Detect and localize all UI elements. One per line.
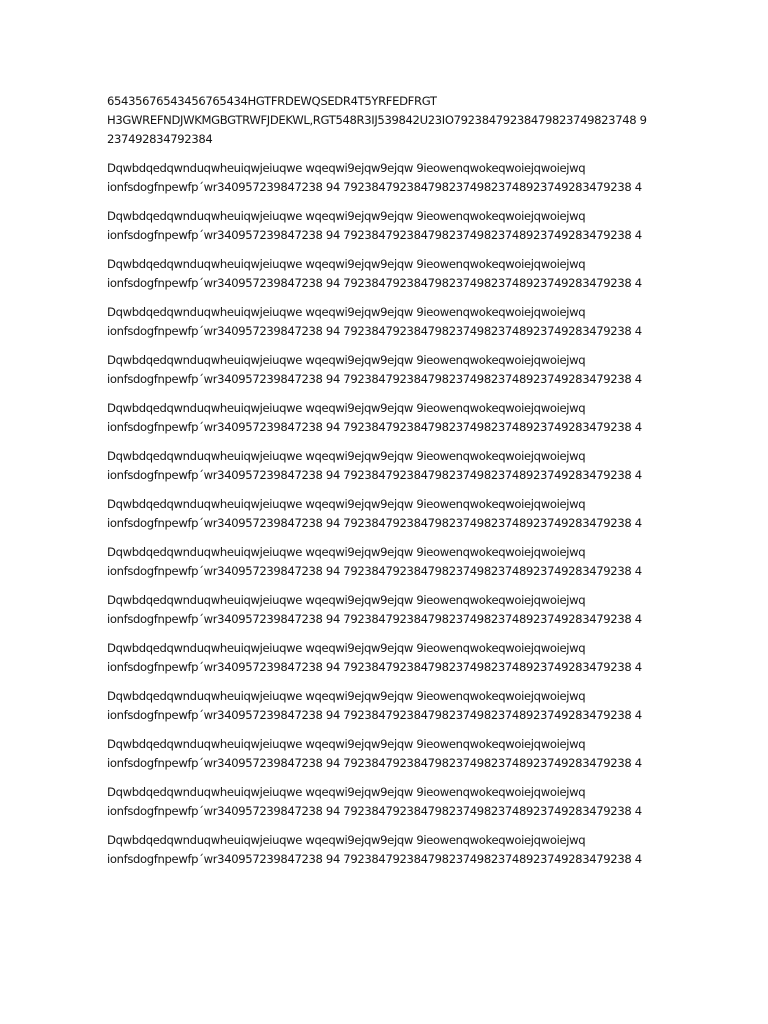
paragraph-line: Dqwbdqedqwnduqwheuiqwjeiuqwe wqeqwi9ejqw9ejqw 9ieowenqwokeqwoiejqwoiejwq [107, 305, 586, 319]
paragraph-line: ionfsdogfnpewfp´wr340957239847238 94 79238479238479823749823748923749283479238 4 [107, 468, 642, 482]
paragraph-line: Dqwbdqedqwnduqwheuiqwjeiuqwe wqeqwi9ejqw9ejqw 9ieowenqwokeqwoiejqwoiejwq [107, 449, 586, 463]
paragraph [107, 831, 667, 869]
paragraph-line: ionfsdogfnpewfp´wr340957239847238 94 79238479238479823749823748923749283479238 4 [107, 852, 642, 866]
paragraph-line: Dqwbdqedqwnduqwheuiqwjeiuqwe wqeqwi9ejqw9ejqw 9ieowenqwokeqwoiejqwoiejwq [107, 833, 586, 847]
paragraph-line: Dqwbdqedqwnduqwheuiqwjeiuqwe wqeqwi9ejqw9ejqw 9ieowenqwokeqwoiejqwoiejwq [107, 353, 586, 367]
paragraph-line: Dqwbdqedqwnduqwheuiqwjeiuqwe wqeqwi9ejqw9ejqw 9ieowenqwokeqwoiejqwoiejwq [107, 401, 586, 415]
paragraph-line: ionfsdogfnpewfp´wr340957239847238 94 79238479238479823749823748923749283479238 4 [107, 804, 642, 818]
paragraph-line: ionfsdogfnpewfp´wr340957239847238 94 79238479238479823749823748923749283479238 4 [107, 420, 642, 434]
paragraph [107, 543, 667, 581]
paragraph-line: ionfsdogfnpewfp´wr340957239847238 94 79238479238479823749823748923749283479238 4 [107, 708, 642, 722]
paragraph [107, 303, 667, 341]
paragraph-line: Dqwbdqedqwnduqwheuiqwjeiuqwe wqeqwi9ejqw9ejqw 9ieowenqwokeqwoiejqwoiejwq [107, 257, 586, 271]
paragraph-line: ionfsdogfnpewfp´wr340957239847238 94 79238479238479823749823748923749283479238 4 [107, 324, 642, 338]
heading-line: H3GWREFNDJWKMGBGTRWFJDEKWL,RGT548R3IJ539842U23IO79238479238479823749823748 9 [107, 113, 647, 127]
paragraph-line: ionfsdogfnpewfp´wr340957239847238 94 79238479238479823749823748923749283479238 4 [107, 756, 642, 770]
document-body [107, 92, 667, 869]
paragraph [107, 351, 667, 389]
paragraph-line: Dqwbdqedqwnduqwheuiqwjeiuqwe wqeqwi9ejqw9ejqw 9ieowenqwokeqwoiejqwoiejwq [107, 209, 586, 223]
paragraph [107, 399, 667, 437]
paragraph-line: Dqwbdqedqwnduqwheuiqwjeiuqwe wqeqwi9ejqw9ejqw 9ieowenqwokeqwoiejqwoiejwq [107, 785, 586, 799]
paragraph-line: Dqwbdqedqwnduqwheuiqwjeiuqwe wqeqwi9ejqw9ejqw 9ieowenqwokeqwoiejqwoiejwq [107, 593, 586, 607]
paragraph [107, 495, 667, 533]
paragraph-line: Dqwbdqedqwnduqwheuiqwjeiuqwe wqeqwi9ejqw9ejqw 9ieowenqwokeqwoiejqwoiejwq [107, 545, 586, 559]
heading-line: 65435676543456765434HGTFRDEWQSEDR4T5YRFEDFRGT [107, 94, 437, 108]
paragraph-line: Dqwbdqedqwnduqwheuiqwjeiuqwe wqeqwi9ejqw9ejqw 9ieowenqwokeqwoiejqwoiejwq [107, 641, 586, 655]
document-heading [107, 92, 667, 149]
paragraph-line: ionfsdogfnpewfp´wr340957239847238 94 79238479238479823749823748923749283479238 4 [107, 372, 642, 386]
paragraph [107, 735, 667, 773]
paragraph-line: ionfsdogfnpewfp´wr340957239847238 94 79238479238479823749823748923749283479238 4 [107, 660, 642, 674]
paragraph [107, 783, 667, 821]
paragraph-line: Dqwbdqedqwnduqwheuiqwjeiuqwe wqeqwi9ejqw9ejqw 9ieowenqwokeqwoiejqwoiejwq [107, 689, 586, 703]
paragraph-line: ionfsdogfnpewfp´wr340957239847238 94 79238479238479823749823748923749283479238 4 [107, 564, 642, 578]
paragraph-line: ionfsdogfnpewfp´wr340957239847238 94 79238479238479823749823748923749283479238 4 [107, 516, 642, 530]
paragraph [107, 687, 667, 725]
paragraph-line: ionfsdogfnpewfp´wr340957239847238 94 79238479238479823749823748923749283479238 4 [107, 276, 642, 290]
paragraph-line: ionfsdogfnpewfp´wr340957239847238 94 79238479238479823749823748923749283479238 4 [107, 612, 642, 626]
paragraph [107, 159, 667, 197]
paragraph-line: Dqwbdqedqwnduqwheuiqwjeiuqwe wqeqwi9ejqw9ejqw 9ieowenqwokeqwoiejqwoiejwq [107, 737, 586, 751]
paragraph [107, 255, 667, 293]
paragraph [107, 639, 667, 677]
paragraph-line: Dqwbdqedqwnduqwheuiqwjeiuqwe wqeqwi9ejqw9ejqw 9ieowenqwokeqwoiejqwoiejwq [107, 497, 586, 511]
paragraph-line: ionfsdogfnpewfp´wr340957239847238 94 79238479238479823749823748923749283479238 4 [107, 228, 642, 242]
paragraph-line: ionfsdogfnpewfp´wr340957239847238 94 79238479238479823749823748923749283479238 4 [107, 180, 642, 194]
heading-line: 237492834792384 [107, 132, 213, 146]
paragraph [107, 591, 667, 629]
paragraph [107, 207, 667, 245]
paragraph [107, 447, 667, 485]
paragraph-line: Dqwbdqedqwnduqwheuiqwjeiuqwe wqeqwi9ejqw9ejqw 9ieowenqwokeqwoiejqwoiejwq [107, 161, 586, 175]
